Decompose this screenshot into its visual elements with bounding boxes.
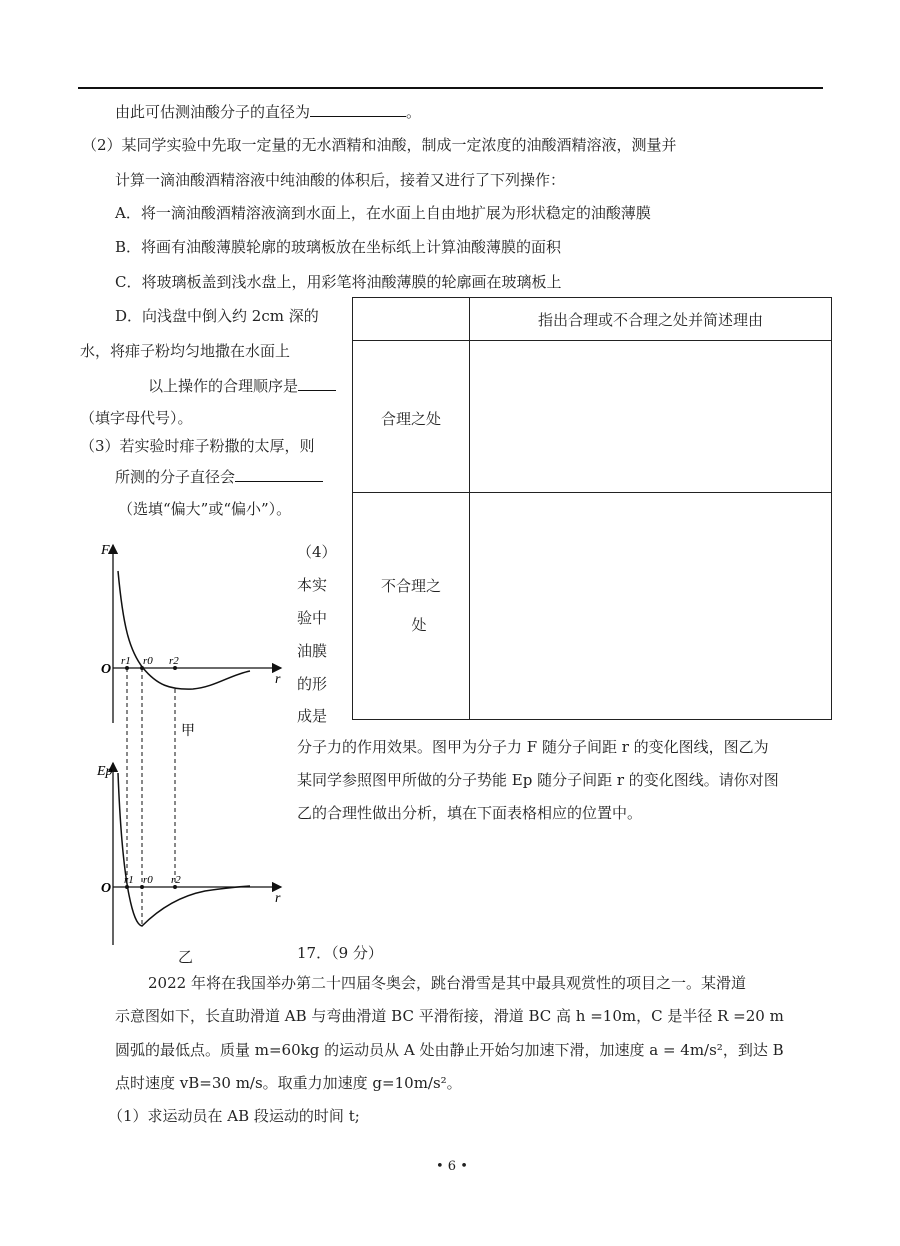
question-17-title: 17．（9 分）: [297, 944, 383, 962]
r1-label: r1: [121, 655, 131, 667]
origin-label: O: [101, 662, 112, 677]
option-c: C．将玻璃板盖到浅水盘上，用彩笔将油酸薄膜的轮廓画在玻璃板上: [115, 273, 562, 291]
answer-blank[interactable]: [298, 376, 336, 391]
r-axis-label: r: [275, 891, 281, 906]
text-line: 乙的合理性做出分析，填在下面表格相应的位置中。: [297, 804, 643, 822]
answer-cell-reasonable[interactable]: [470, 341, 832, 493]
question-3: （3）若实验时痱子粉撒的太厚，则: [80, 437, 315, 455]
text-line: 本实: [297, 576, 328, 594]
question-4: （4）: [297, 543, 337, 561]
sub-question-1: （1）求运动员在 AB 段运动的时间 t;: [108, 1107, 360, 1125]
force-potential-figures: [85, 535, 295, 955]
option-b: B．将画有油酸薄膜轮廓的玻璃板放在坐标纸上计算油酸薄膜的面积: [115, 238, 562, 256]
table-header: 指出合理或不合理之处并简述理由: [470, 298, 832, 341]
option-d-cont: 水，将痱子粉均匀地撒在水面上: [80, 342, 291, 360]
text-line: 点时速度 vB=30 m/s。取重力加速度 g=10m/s²。: [115, 1074, 462, 1092]
text-line: 成是: [297, 707, 328, 725]
r-axis-label: r: [275, 672, 281, 687]
question-2: （2）某同学实验中先取一定量的无水酒精和油酸，制成一定浓度的油酸酒精溶液，测量并: [82, 136, 677, 154]
header-rule: [78, 87, 823, 89]
origin-label: O: [101, 881, 112, 896]
r0-label: r0: [143, 655, 153, 667]
answer-blank[interactable]: [235, 467, 323, 482]
option-d: D．向浅盘中倒入约 2cm 深的: [115, 307, 319, 325]
text-line: 示意图如下，长直助滑道 AB 与弯曲滑道 BC 平滑衔接，滑道 BC 高 h =10m，C 是半径 R =20 m: [115, 1007, 784, 1025]
potential-curve: [118, 773, 250, 926]
page-number: • 6 •: [436, 1159, 468, 1174]
text-line: 的形: [297, 675, 328, 693]
text-line: 由此可估测油酸分子的直径为 。: [115, 103, 422, 121]
figure-caption-yi: 乙: [178, 948, 194, 966]
ep-axis-label: Ep: [97, 764, 113, 779]
text-line: 油膜: [297, 642, 328, 660]
text-line: 圆弧的最低点。质量 m=60kg 的运动员从 A 处由静止开始匀加速下滑，加速度 a = 4m/s²，到达 B: [115, 1041, 784, 1059]
r2-label: r2: [171, 874, 181, 886]
r0-label: r0: [143, 874, 153, 886]
answer-cell-unreasonable[interactable]: [470, 493, 832, 720]
text-line: 所测的分子直径会: [115, 467, 323, 486]
force-curve: [118, 571, 250, 689]
text-line: 某同学参照图甲所做的分子势能 Ep 随分子间距 r 的变化图线。请你对图: [297, 771, 779, 789]
text-line: （填字母代号）。: [80, 409, 193, 427]
text-line: 分子力的作用效果。图甲为分子力 F 随分子间距 r 的变化图线，图乙为: [297, 738, 769, 756]
r1-label: r1: [124, 874, 134, 886]
text-line: （选填“偏大”或“偏小”）。: [118, 500, 292, 518]
figure-caption-jia: 甲: [181, 724, 195, 739]
text-line: 2022 年将在我国举办第二十四届冬奥会，跳台滑雪是其中最具观赏性的项目之一。某滑道: [148, 974, 746, 992]
table-corner: [353, 298, 470, 341]
answer-table: [352, 297, 832, 720]
row-label-reasonable: 合理之处: [353, 341, 470, 493]
option-a: A．将一滴油酸酒精溶液滴到水面上，在水面上自由地扩展为形状稳定的油酸薄膜: [115, 204, 651, 222]
text-line: 验中: [297, 609, 328, 627]
f-axis-label: F: [101, 543, 110, 558]
order-question: 以上操作的合理顺序是: [148, 376, 336, 395]
row-label-unreasonable: 不合理之 处: [353, 493, 470, 720]
r2-label: r2: [169, 655, 179, 667]
text-line: 计算一滴油酸酒精溶液中纯油酸的体积后，接着又进行了下列操作：: [115, 171, 566, 189]
answer-blank[interactable]: [310, 102, 406, 117]
